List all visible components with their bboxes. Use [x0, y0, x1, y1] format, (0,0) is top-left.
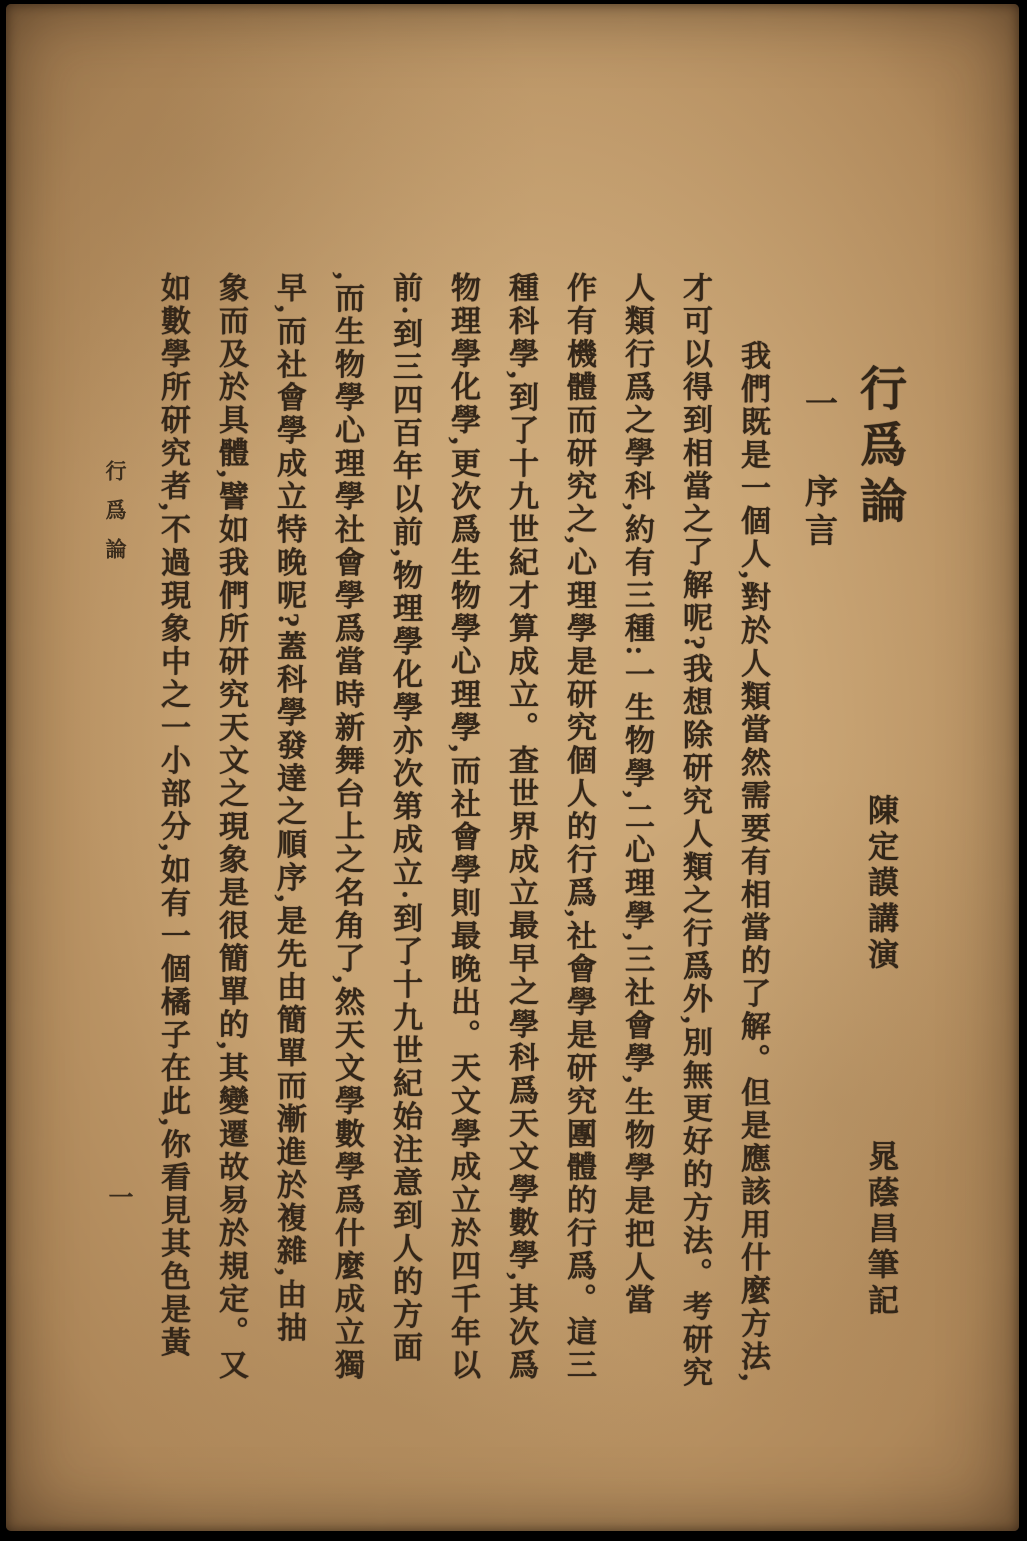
text-column-7: 前·到三四百年以前,物理學化學亦次第成立·到了十九世紀始注意到人的方面 — [388, 272, 421, 1365]
section-title: 序言 — [800, 474, 836, 552]
recorder-credit: 晁蔭昌筆記 — [863, 1140, 898, 1320]
text-column-5: 種科學,到了十九世紀才算成立。查世界成立最早之學科爲天文學數學,其次爲 — [504, 272, 537, 1382]
text-column-4: 作有機體而研究之,心理學是研究個人的行爲,社會學是研究團體的行爲。這三 — [562, 272, 595, 1382]
book-title: 行爲論 — [853, 364, 905, 532]
text-column-6: 物理學化學,更次爲生物學心理學,而社會學則最晚出。天文學成立於四千年以 — [446, 272, 479, 1382]
text-column-1: 我們既是一個人,對於人類當然需要有相當的了解。但是應該用什麼方法, — [736, 340, 769, 1384]
lecturer-credit: 陳定謨講演 — [863, 794, 898, 974]
text-column-10: 象而及於具體,譬如我們所研究天文之現象是很簡單的,其變遷故易於規定。又 — [214, 272, 247, 1382]
text-column-3: 人類行爲之學科,約有三種:一生物學,二心理學,三社會學,生物學是把人當 — [620, 272, 653, 1317]
text-column-11: 如數學所研究者,不過現象中之一小部分,如有一個橘子在此,你看見其色是黃 — [156, 272, 189, 1360]
section-number: 一 — [800, 386, 836, 419]
margin-running-title: 行爲論 — [103, 460, 127, 577]
text-column-2: 才可以得到相當之了解呢?我想除研究人類之行爲外,別無更好的方法。考研究 — [678, 272, 711, 1390]
text-column-8: ,而生物學心理學社會學爲當時新舞台上之名角了,然天文學數學爲什麼成立獨 — [330, 272, 363, 1382]
text-column-9: 早,而社會學成立特晚呢?蓋科學發達之順序,是先由簡單而漸進於複雜,由抽 — [272, 272, 305, 1345]
paper — [6, 4, 1019, 1531]
page-number: 一 — [105, 1184, 132, 1209]
body-text — [143, 272, 781, 1442]
